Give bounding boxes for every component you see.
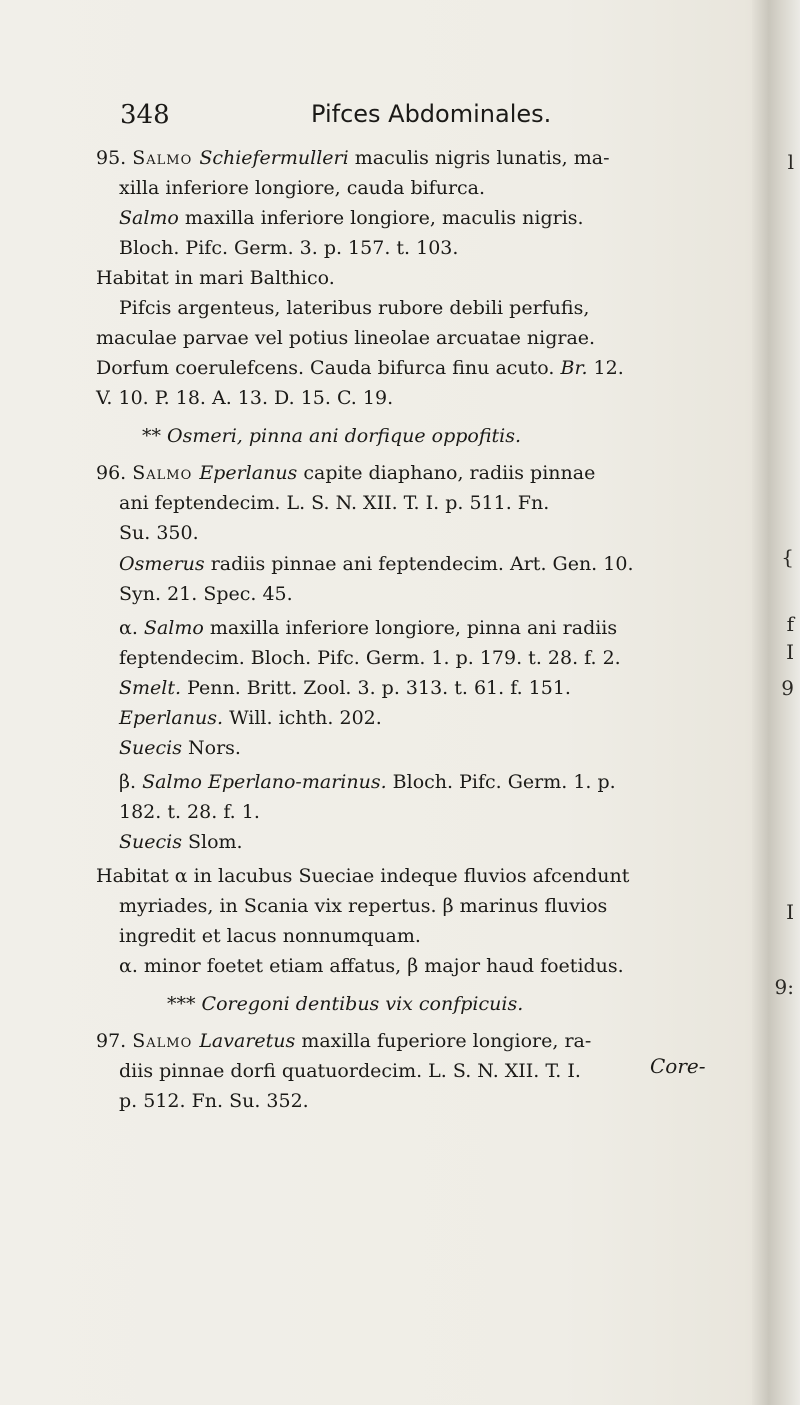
section-heading-osmeri: ** Osmeri, pinna ani dorfique oppofitis.: [142, 425, 522, 447]
text-line: xilla inferiore longiore, cauda bifurca.: [119, 177, 486, 199]
text-line: feptendecim. Bloch. Pifc. Germ. 1. p. 179. t. 28. f. 2.: [119, 647, 621, 669]
text-line: Syn. 21. Spec. 45.: [119, 583, 293, 605]
edge-char: {: [781, 545, 794, 569]
text-line: diis pinnae dorfi quatuordecim. L. S. N. XII. T. I.: [119, 1060, 581, 1082]
edge-char: l: [787, 150, 794, 174]
text-line: α. minor foetet etiam affatus, β major haud foetidus.: [119, 955, 624, 977]
edge-char: I: [786, 900, 794, 924]
edge-char: 9: [781, 676, 794, 700]
text-line: Smelt. Penn. Britt. Zool. 3. p. 313. t. 61. f. 151.: [119, 677, 571, 699]
text-line: Suecis Nors.: [119, 737, 241, 759]
text-line: Eperlanus. Will. ichth. 202.: [119, 707, 382, 729]
entry-96-heading: 96. Salmo Eperlanus capite diaphano, radiis pinnae: [96, 462, 596, 484]
text-line: Dorfum coerulefcens. Cauda bifurca finu acuto. Br. 12.: [96, 357, 624, 379]
text-line: maculae parvae vel potius lineolae arcuatae nigrae.: [96, 327, 596, 349]
habitat-line: Habitat in mari Balthico.: [96, 267, 335, 289]
variety-beta: β. Salmo Eperlano-marinus. Bloch. Pifc. Germ. 1. p.: [119, 771, 616, 793]
text-line: Osmerus radiis pinnae ani feptendecim. Art. Gen. 10.: [119, 553, 634, 575]
catchword: Core-: [650, 1054, 706, 1078]
text-line: myriades, in Scania vix repertus. β marinus fluvios: [119, 895, 608, 917]
text-line: ingredit et lacus nonnumquam.: [119, 925, 421, 947]
text-line: Su. 350.: [119, 522, 199, 544]
edge-char: 9:: [774, 975, 794, 999]
entry-95-heading: 95. Salmo Schiefermulleri maculis nigris lunatis, ma-: [96, 147, 610, 169]
text-line: Salmo maxilla inferiore longiore, maculis nigris.: [119, 207, 584, 229]
edge-char: I: [786, 640, 794, 664]
entry-97-heading: 97. Salmo Lavaretus maxilla fuperiore longiore, ra-: [96, 1030, 592, 1052]
variety-alpha: α. Salmo maxilla inferiore longiore, pinna ani radiis: [119, 617, 618, 639]
habitat-line: Habitat α in lacubus Sueciae indeque fluvios afcendunt: [96, 865, 630, 887]
fin-count-line: V. 10. P. 18. A. 13. D. 15. C. 19.: [96, 387, 394, 409]
section-heading-coregoni: *** Coregoni dentibus vix confpicuis.: [167, 993, 524, 1015]
text-line: ani feptendecim. L. S. N. XII. T. I. p. 511. Fn.: [119, 492, 550, 514]
text-line: Suecis Slom.: [119, 831, 243, 853]
page-number: 348: [120, 100, 170, 130]
text-line: p. 512. Fn. Su. 352.: [119, 1090, 309, 1112]
book-gutter: [752, 0, 800, 1405]
text-line: Bloch. Pifc. Germ. 3. p. 157. t. 103.: [119, 237, 459, 259]
text-line: Pifcis argenteus, lateribus rubore debili perfufis,: [119, 297, 590, 319]
page-title: Pifces Abdominales.: [311, 100, 552, 128]
edge-char: f: [786, 612, 794, 636]
text-line: 182. t. 28. f. 1.: [119, 801, 260, 823]
